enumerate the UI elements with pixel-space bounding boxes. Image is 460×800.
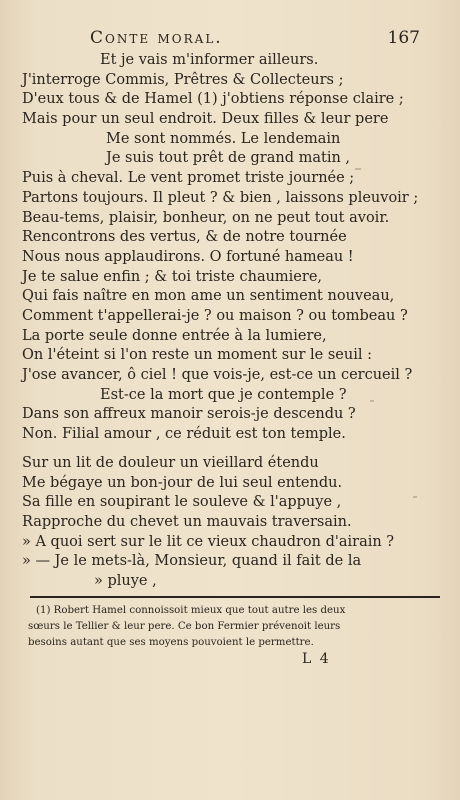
verse-line: Puis à cheval. Le vent promet triste journée ; <box>22 170 355 187</box>
paper-speck <box>355 168 361 170</box>
verse-line: Sa fille en soupirant le souleve & l'appuye , <box>22 494 342 511</box>
footnote-divider <box>30 596 440 598</box>
footnote-line: (1) Robert Hamel connoissoit mieux que tout autre les deux <box>36 605 346 616</box>
verse-line: Rencontrons des vertus, & de notre tournée <box>22 229 347 246</box>
verse-line: Nous nous applaudirons. O fortuné hameau ! <box>22 248 354 265</box>
verse-line: Mais pour un seul endroit. Deux filles & leur pere <box>22 111 389 128</box>
page-number: 167 <box>387 28 420 48</box>
verse-line: J'ose avancer, ô ciel ! que vois-je, est-ce un cercueil ? <box>22 367 413 383</box>
verse-line: » A quoi sert sur le lit ce vieux chaudron d'airain ? <box>22 533 395 550</box>
verse-line: Non. Filial amour , ce réduit est ton temple. <box>22 426 346 443</box>
verse-line: Sur un lit de douleur un vieillard étendu <box>22 455 319 471</box>
paper-speck <box>413 496 417 498</box>
verse-line: Est-ce la mort que je contemple ? <box>100 386 347 403</box>
page-header <box>90 28 420 48</box>
verse-line: Et je vais m'informer ailleurs. <box>100 52 319 68</box>
paper-speck <box>370 400 374 402</box>
verse-line: Beau-tems, plaisir, bonheur, on ne peut tout avoir. <box>22 209 390 226</box>
verse-line: Je te salue enfin ; & toi triste chaumiere, <box>22 268 323 285</box>
verse-line: Je suis tout prêt de grand matin , <box>106 150 351 167</box>
verse-line: » — Je le mets-là, Monsieur, quand il fait de la <box>22 553 362 570</box>
verse-stanza-1 <box>22 51 442 445</box>
footnote-line: sœurs le Tellier & leur pere. Ce bon Fermier prévenoit leurs <box>28 621 341 632</box>
footnote <box>28 603 440 651</box>
verse-line: Me sont nommés. Le lendemain <box>106 130 341 147</box>
verse-line: Qui fais naître en mon ame un sentiment nouveau, <box>22 288 395 305</box>
verse-stanza-2 <box>22 454 442 592</box>
verse-line: Dans son affreux manoir serois-je descendu ? <box>22 406 356 423</box>
verse-line: J'interroge Commis, Prêtres & Collecteurs ; <box>22 71 344 88</box>
verse-line: Comment t'appellerai-je ? ou maison ? ou tombeau ? <box>22 307 408 324</box>
verse-line: Partons toujours. Il pleut ? & bien , laissons pleuvoir ; <box>22 189 419 206</box>
running-title: Conte moral. <box>90 28 223 48</box>
verse-line: Me bégaye un bon-jour de lui seul entendu. <box>22 474 343 491</box>
verse-line: Rapproche du chevet un mauvais traversain. <box>22 514 352 531</box>
signature-mark: L 4 <box>302 651 331 667</box>
verse-line: D'eux tous & de Hamel (1) j'obtiens réponse claire ; <box>22 91 404 108</box>
footnote-line: besoins autant que ses moyens pouvoient le permettre. <box>28 637 314 648</box>
verse-line: » pluye , <box>94 573 157 590</box>
verse-line: On l'éteint si l'on reste un moment sur le seuil : <box>22 347 372 364</box>
verse-line: La porte seule donne entrée à la lumiere, <box>22 327 327 344</box>
